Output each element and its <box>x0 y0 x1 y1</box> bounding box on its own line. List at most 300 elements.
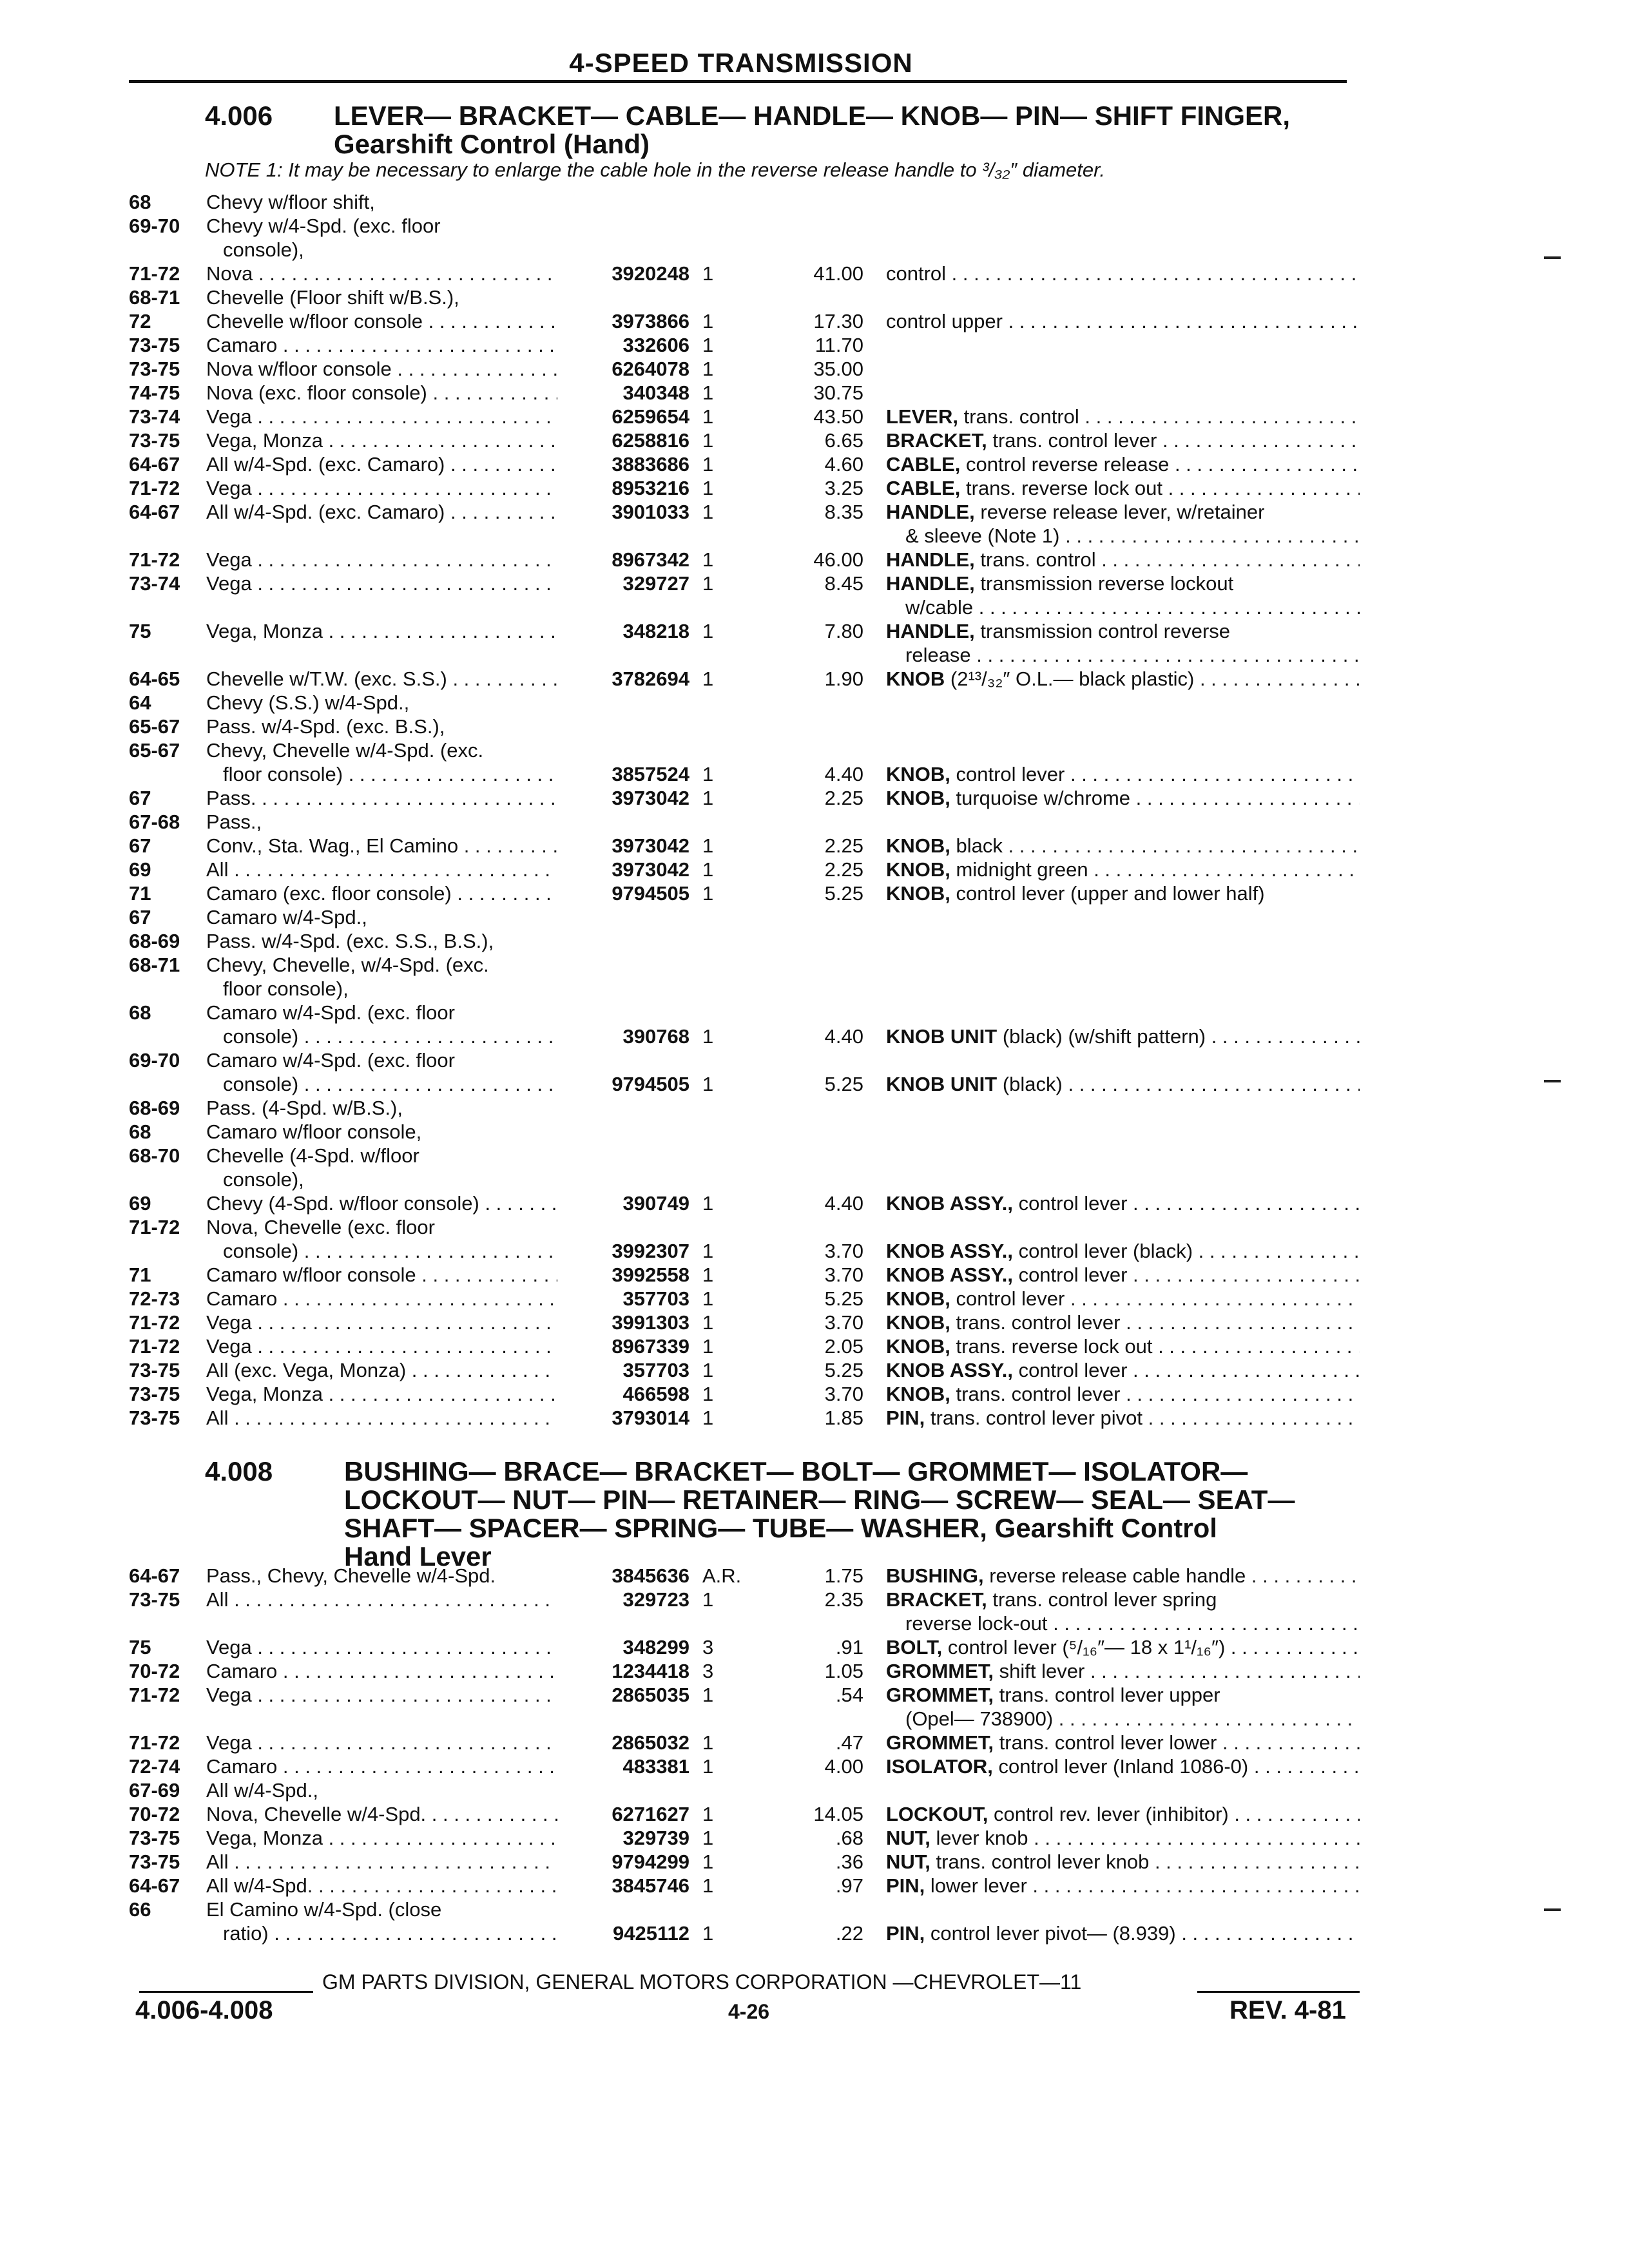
year-cell: 69 <box>129 1192 151 1215</box>
year-cell: 71-72 <box>129 1684 180 1706</box>
part-number-cell: 8953216 <box>612 477 689 499</box>
description-text: control rev. lever (inhibitor) <box>988 1803 1229 1825</box>
description-text: control lever <box>1012 1264 1128 1286</box>
description-cell <box>886 858 1360 881</box>
part-keyword: KNOB, <box>886 763 950 785</box>
price-cell: 1.75 <box>824 1564 863 1587</box>
year-cell: 68-70 <box>129 1144 180 1167</box>
description-cell <box>886 405 1360 428</box>
price-cell: 2.25 <box>824 834 863 857</box>
application-cell: Vega . . . <box>206 1311 557 1334</box>
part-keyword: HANDLE, <box>886 501 975 523</box>
description-cell <box>886 620 1360 643</box>
price-cell: 43.50 <box>813 405 863 428</box>
application-cell: Nova w/floor console . . . <box>206 358 557 381</box>
year-cell: 68-71 <box>129 954 180 976</box>
year-cell: 66 <box>129 1898 151 1921</box>
year-cell: 67 <box>129 787 151 809</box>
description-cell <box>886 1731 1360 1754</box>
part-number-cell: 8967342 <box>612 548 689 571</box>
year-cell: 67 <box>129 834 151 857</box>
price-cell: .91 <box>835 1636 863 1658</box>
quantity-cell: 1 <box>702 1731 714 1754</box>
application-cell: Nova (exc. floor console) . . . <box>206 381 557 405</box>
quantity-cell: 1 <box>702 381 714 404</box>
quantity-cell: 1 <box>702 763 714 785</box>
part-keyword: HANDLE, <box>886 620 975 642</box>
price-cell: 2.25 <box>824 858 863 881</box>
description-text: trans. control lever lower <box>994 1731 1217 1754</box>
margin-mark <box>1544 256 1561 259</box>
price-cell: 3.70 <box>824 1264 863 1286</box>
application-cell: Chevelle w/floor console . . . <box>206 310 557 333</box>
description-text: shift lever <box>994 1660 1085 1682</box>
application-cell: Nova . . . <box>206 262 557 285</box>
part-keyword: KNOB <box>886 668 945 690</box>
quantity-cell: 1 <box>702 668 714 690</box>
part-keyword: NUT, <box>886 1827 930 1849</box>
application-cell: Vega . . . <box>206 405 557 428</box>
price-cell: 6.65 <box>824 429 863 452</box>
year-cell: 69 <box>129 858 151 881</box>
description-text: trans. control lever upper <box>994 1684 1220 1706</box>
part-keyword: PIN, <box>886 1922 925 1945</box>
description-text: trans. control <box>958 405 1079 428</box>
year-cell: 73-75 <box>129 1588 180 1611</box>
price-cell: 1.05 <box>824 1660 863 1682</box>
year-cell: 64-67 <box>129 453 180 476</box>
quantity-cell: 1 <box>702 1588 714 1611</box>
price-cell: 3.25 <box>824 477 863 499</box>
description-text: control lever pivot— (8.939) <box>925 1922 1176 1945</box>
quantity-cell: 1 <box>702 1192 714 1215</box>
part-number-cell: 3883686 <box>612 453 689 476</box>
description-cell <box>905 524 1360 548</box>
description-text: control lever <box>1012 1192 1128 1215</box>
description-text: black <box>950 834 1003 857</box>
section-title <box>344 1457 1378 1571</box>
application-cell: Camaro w/floor console . . . <box>206 1264 557 1287</box>
price-cell: 3.70 <box>824 1383 863 1405</box>
year-cell: 73-75 <box>129 358 180 380</box>
part-keyword: BRACKET, <box>886 429 987 452</box>
description-text: control lever (Inland 1086-0) <box>992 1755 1249 1778</box>
quantity-cell: 1 <box>702 1383 714 1405</box>
year-cell: 73-75 <box>129 1359 180 1381</box>
description-cell <box>905 1707 1360 1731</box>
section-title-line: Gearshift Control (Hand) <box>334 129 650 159</box>
year-cell: 71-72 <box>129 1216 180 1238</box>
part-keyword: NUT, <box>886 1850 930 1873</box>
price-cell: 5.25 <box>824 1359 863 1381</box>
quantity-cell: 1 <box>702 834 714 857</box>
description-cell <box>886 1383 1360 1406</box>
year-cell: 64-67 <box>129 501 180 523</box>
description-cell <box>886 1407 1360 1430</box>
quantity-cell: 1 <box>702 1073 714 1095</box>
quantity-cell: 1 <box>702 453 714 476</box>
price-cell: 30.75 <box>813 381 863 404</box>
description-text: w/cable <box>905 596 974 619</box>
description-cell <box>886 1264 1360 1287</box>
section-title <box>334 102 1378 159</box>
part-number-cell: 3992307 <box>612 1240 689 1262</box>
description-cell <box>886 477 1360 500</box>
description-cell <box>886 501 1360 524</box>
part-number-cell: 357703 <box>622 1287 689 1310</box>
price-cell: 46.00 <box>813 548 863 571</box>
description-cell <box>886 787 1360 810</box>
margin-mark <box>1544 1908 1561 1911</box>
application-cell: Chevelle (Floor shift w/B.S.), <box>206 286 459 309</box>
part-keyword: LEVER, <box>886 405 958 428</box>
price-cell: 41.00 <box>813 262 863 285</box>
part-keyword: KNOB, <box>886 858 950 881</box>
description-text: control lever <box>950 1287 1065 1310</box>
footer-page-number: 4-26 <box>728 2000 770 2023</box>
year-cell: 70-72 <box>129 1803 180 1825</box>
part-number-cell: 3973866 <box>612 310 689 332</box>
description-cell <box>886 1335 1360 1358</box>
application-cell: Camaro (exc. floor console) . . . <box>206 882 557 905</box>
part-number-cell: 357703 <box>622 1359 689 1381</box>
description-text: lever knob <box>930 1827 1028 1849</box>
footer-publisher: GM PARTS DIVISION, GENERAL MOTORS CORPORATION —CHEVROLET—11 <box>322 1970 1082 1994</box>
description-text: transmission control reverse <box>974 620 1231 642</box>
description-text: trans. reverse lock out <box>950 1335 1153 1358</box>
part-keyword: KNOB, <box>886 1335 950 1358</box>
part-keyword: KNOB ASSY., <box>886 1240 1013 1262</box>
section-title-line: SHAFT— SPACER— SPRING— TUBE— WASHER, Gearshift Control <box>344 1513 1217 1543</box>
application-cell: Camaro w/4-Spd. (exc. floor <box>206 1049 455 1072</box>
application-cell: Pass. (4-Spd. w/B.S.), <box>206 1097 403 1119</box>
quantity-cell: 1 <box>702 1264 714 1286</box>
application-cell: All (exc. Vega, Monza) . . . <box>206 1359 557 1382</box>
description-text: reverse release cable handle <box>983 1564 1246 1587</box>
part-keyword: ISOLATOR, <box>886 1755 993 1778</box>
year-cell: 73-75 <box>129 429 180 452</box>
part-keyword: KNOB, <box>886 834 950 857</box>
part-keyword: CABLE, <box>886 477 961 499</box>
year-cell: 71 <box>129 1264 151 1286</box>
application-cell: Nova, Chevelle (exc. floor <box>206 1216 435 1238</box>
description-text: control reverse release <box>960 453 1170 476</box>
application-cell: Vega . . . <box>206 1684 557 1707</box>
description-cell <box>886 668 1360 691</box>
part-number-cell: 3845746 <box>612 1874 689 1897</box>
description-text: trans. reverse lock out <box>960 477 1162 499</box>
application-cell: El Camino w/4-Spd. (close <box>206 1898 442 1921</box>
year-cell: 71-72 <box>129 548 180 571</box>
application-cell: floor console), <box>223 977 349 1000</box>
year-cell: 69-70 <box>129 1049 180 1072</box>
quantity-cell: 1 <box>702 477 714 499</box>
description-cell <box>886 1073 1360 1096</box>
part-keyword: GROMMET, <box>886 1684 994 1706</box>
price-cell: .68 <box>835 1827 863 1849</box>
description-text: trans. control lever <box>950 1311 1121 1334</box>
description-cell <box>886 1684 1360 1707</box>
year-cell: 68 <box>129 1120 151 1143</box>
description-cell <box>886 1192 1360 1215</box>
quantity-cell: 1 <box>702 429 714 452</box>
quantity-cell: 1 <box>702 1025 714 1048</box>
application-cell: Chevy w/floor shift, <box>206 191 375 213</box>
price-cell: 2.35 <box>824 1588 863 1611</box>
part-number-cell: 9425112 <box>613 1922 689 1945</box>
application-cell: All . . . <box>206 1588 557 1611</box>
application-cell: Chevy (S.S.) w/4-Spd., <box>206 691 410 714</box>
price-cell: 5.25 <box>824 1287 863 1310</box>
application-cell: Camaro . . . <box>206 1660 557 1683</box>
quantity-cell: 1 <box>702 1850 714 1873</box>
section-number: 4.008 <box>205 1456 273 1486</box>
year-cell: 72 <box>129 310 151 332</box>
year-cell: 71-72 <box>129 1731 180 1754</box>
application-cell: All . . . <box>206 858 557 881</box>
part-number-cell: 6271627 <box>612 1803 689 1825</box>
year-cell: 69-70 <box>129 215 180 237</box>
application-cell: Vega . . . <box>206 1636 557 1659</box>
price-cell: .97 <box>835 1874 863 1897</box>
description-cell <box>905 644 1360 667</box>
description-cell <box>886 1287 1360 1311</box>
description-text: trans. control lever knob <box>930 1850 1150 1873</box>
application-cell: Chevy, Chevelle w/4-Spd. (exc. <box>206 739 484 762</box>
price-cell: .47 <box>835 1731 863 1754</box>
application-cell: All w/4-Spd. (exc. Camaro) . . . <box>206 453 557 476</box>
year-cell: 67-68 <box>129 811 180 833</box>
margin-mark <box>1544 1080 1561 1082</box>
part-keyword: HANDLE, <box>886 548 975 571</box>
description-text: trans. control lever pivot <box>925 1407 1142 1429</box>
description-cell <box>886 1755 1360 1778</box>
description-text: reverse lock-out <box>905 1612 1048 1635</box>
quantity-cell: 1 <box>702 501 714 523</box>
year-cell: 74-75 <box>129 381 180 404</box>
quantity-cell: 1 <box>702 1684 714 1706</box>
price-cell: 4.40 <box>824 1192 863 1215</box>
application-cell: All . . . <box>206 1407 557 1430</box>
section-title-line: BUSHING— BRACE— BRACKET— BOLT— GROMMET— ISOLATOR— <box>344 1456 1248 1486</box>
part-number-cell: 9794505 <box>612 1073 689 1095</box>
description-text: (black) <box>997 1073 1063 1095</box>
application-cell: Vega, Monza . . . <box>206 1827 557 1850</box>
year-cell: 64 <box>129 691 151 714</box>
year-cell: 67 <box>129 906 151 928</box>
part-number-cell: 3973042 <box>612 858 689 881</box>
price-cell: 4.40 <box>824 1025 863 1048</box>
footer-rule <box>139 1991 313 1993</box>
quantity-cell: 1 <box>702 1335 714 1358</box>
part-number-cell: 8967339 <box>612 1335 689 1358</box>
application-cell: Vega . . . <box>206 548 557 572</box>
quantity-cell: 1 <box>702 1755 714 1778</box>
description-text: turquoise w/chrome <box>950 787 1131 809</box>
quantity-cell: A.R. <box>702 1564 742 1587</box>
description-text: midnight green <box>950 858 1088 881</box>
part-keyword: GROMMET, <box>886 1660 994 1682</box>
year-cell: 72-73 <box>129 1287 180 1310</box>
part-number-cell: 483381 <box>622 1755 689 1778</box>
year-cell: 70-72 <box>129 1660 180 1682</box>
description-cell <box>886 1564 1360 1588</box>
quantity-cell: 1 <box>702 310 714 332</box>
description-text: (Opel— 738900) <box>905 1707 1054 1730</box>
application-cell: Pass. w/4-Spd. (exc. B.S.), <box>206 715 445 738</box>
description-text: control lever <box>950 763 1065 785</box>
quantity-cell: 1 <box>702 548 714 571</box>
description-cell <box>886 548 1360 572</box>
price-cell: 4.60 <box>824 453 863 476</box>
description-cell <box>886 1311 1360 1334</box>
application-cell: Pass., <box>206 811 262 833</box>
application-cell: console), <box>223 238 304 261</box>
quantity-cell: 3 <box>702 1636 714 1658</box>
part-number-cell: 348299 <box>622 1636 689 1658</box>
year-cell: 73-75 <box>129 334 180 356</box>
description-text: trans. control lever <box>987 429 1157 452</box>
part-keyword: KNOB, <box>886 1287 950 1310</box>
description-cell <box>886 1588 1360 1611</box>
description-cell <box>886 1636 1360 1659</box>
description-cell <box>886 1240 1360 1263</box>
price-cell: .36 <box>835 1850 863 1873</box>
year-cell: 65-67 <box>129 739 180 762</box>
application-cell: Camaro w/floor console, <box>206 1120 422 1143</box>
price-cell: 5.25 <box>824 1073 863 1095</box>
price-cell: 4.00 <box>824 1755 863 1778</box>
description-text: control lever (⁵/₁₆″— 18 x 1¹/₁₆″) <box>942 1636 1226 1658</box>
part-number-cell: 3857524 <box>612 763 689 785</box>
description-cell <box>905 596 1360 619</box>
part-number-cell: 3782694 <box>612 668 689 690</box>
part-keyword: KNOB UNIT <box>886 1025 998 1048</box>
part-number-cell: 6259654 <box>612 405 689 428</box>
part-number-cell: 390768 <box>622 1025 689 1048</box>
part-number-cell: 3991303 <box>612 1311 689 1334</box>
description-text: trans. control lever <box>950 1383 1121 1405</box>
part-number-cell: 6264078 <box>612 358 689 380</box>
description-text: (2¹³/₃₂″ O.L.— black plastic) <box>945 668 1195 690</box>
year-cell: 75 <box>129 1636 151 1658</box>
application-cell: Conv., Sta. Wag., El Camino . . . <box>206 834 557 858</box>
year-cell: 64-67 <box>129 1874 180 1897</box>
year-cell: 73-74 <box>129 572 180 595</box>
price-cell: .22 <box>835 1922 863 1945</box>
price-cell: 7.80 <box>824 620 863 642</box>
application-cell: All w/4-Spd. . . . <box>206 1874 557 1898</box>
part-keyword: KNOB, <box>886 787 950 809</box>
section-number: 4.006 <box>205 101 273 131</box>
description-cell <box>886 834 1360 858</box>
quantity-cell: 1 <box>702 882 714 905</box>
part-number-cell: 3845636 <box>612 1564 689 1587</box>
description-text: control lever (black) <box>1012 1240 1193 1262</box>
description-text: control <box>886 262 947 285</box>
description-text: trans. control <box>974 548 1096 571</box>
footer-revision: REV. 4-81 <box>1229 1996 1346 2024</box>
year-cell: 73-75 <box>129 1383 180 1405</box>
part-number-cell: 3992558 <box>612 1264 689 1286</box>
part-number-cell: 3973042 <box>612 834 689 857</box>
part-keyword: BUSHING, <box>886 1564 984 1587</box>
year-cell: 71-72 <box>129 1335 180 1358</box>
footer-rule <box>1197 1991 1360 1993</box>
price-cell: 2.05 <box>824 1335 863 1358</box>
price-cell: 8.45 <box>824 572 863 595</box>
section-note: NOTE 1: It may be necessary to enlarge the cable hole in the reverse release handle to ³/₃₂″ diameter. <box>205 159 1105 181</box>
part-number-cell: 1234418 <box>612 1660 689 1682</box>
description-cell <box>886 453 1360 476</box>
description-text: & sleeve (Note 1) <box>905 524 1060 547</box>
application-cell: Vega . . . <box>206 477 557 500</box>
year-cell: 68-69 <box>129 930 180 952</box>
part-number-cell: 348218 <box>622 620 689 642</box>
quantity-cell: 1 <box>702 1827 714 1849</box>
description-cell <box>886 1827 1360 1850</box>
description-cell <box>886 1660 1360 1683</box>
quantity-cell: 1 <box>702 262 714 285</box>
quantity-cell: 3 <box>702 1660 714 1682</box>
description-cell <box>886 1850 1360 1874</box>
quantity-cell: 1 <box>702 1922 714 1945</box>
application-cell: Nova, Chevelle w/4-Spd. . . . <box>206 1803 557 1826</box>
application-cell: Camaro . . . <box>206 1287 557 1311</box>
price-cell: 3.70 <box>824 1240 863 1262</box>
application-cell: Pass. w/4-Spd. (exc. S.S., B.S.), <box>206 930 494 952</box>
description-cell <box>886 1874 1360 1898</box>
price-cell: 2.25 <box>824 787 863 809</box>
price-cell: 1.90 <box>824 668 863 690</box>
application-cell: Vega . . . <box>206 1731 557 1754</box>
description-cell <box>886 1803 1360 1826</box>
year-cell: 73-75 <box>129 1827 180 1849</box>
part-number-cell: 2865035 <box>612 1684 689 1706</box>
application-cell: Chevelle w/T.W. (exc. S.S.) . . . <box>206 668 557 691</box>
section-title-line: LEVER— BRACKET— CABLE— HANDLE— KNOB— PIN— SHIFT FINGER, <box>334 101 1291 131</box>
year-cell: 67-69 <box>129 1779 180 1802</box>
price-cell: .54 <box>835 1684 863 1706</box>
quantity-cell: 1 <box>702 334 714 356</box>
quantity-cell: 1 <box>702 787 714 809</box>
year-cell: 75 <box>129 620 151 642</box>
application-cell: Vega, Monza . . . <box>206 429 557 452</box>
description-text: trans. control lever spring <box>987 1588 1217 1611</box>
quantity-cell: 1 <box>702 1359 714 1381</box>
quantity-cell: 1 <box>702 1407 714 1429</box>
part-number-cell: 3901033 <box>612 501 689 523</box>
quantity-cell: 1 <box>702 1311 714 1334</box>
description-cell <box>905 1612 1360 1635</box>
quantity-cell: 1 <box>702 405 714 428</box>
part-keyword: LOCKOUT, <box>886 1803 988 1825</box>
description-cell <box>886 429 1360 452</box>
quantity-cell: 1 <box>702 358 714 380</box>
description-cell <box>886 1359 1360 1382</box>
part-keyword: BOLT, <box>886 1636 943 1658</box>
quantity-cell: 1 <box>702 1803 714 1825</box>
year-cell: 72-74 <box>129 1755 180 1778</box>
part-number-cell: 2865032 <box>612 1731 689 1754</box>
quantity-cell: 1 <box>702 620 714 642</box>
part-keyword: KNOB UNIT <box>886 1073 998 1095</box>
application-cell: All w/4-Spd. (exc. Camaro) . . . <box>206 501 557 524</box>
year-cell: 71-72 <box>129 1311 180 1334</box>
part-number-cell: 9794299 <box>612 1850 689 1873</box>
year-cell: 71-72 <box>129 262 180 285</box>
price-cell: 4.40 <box>824 763 863 785</box>
